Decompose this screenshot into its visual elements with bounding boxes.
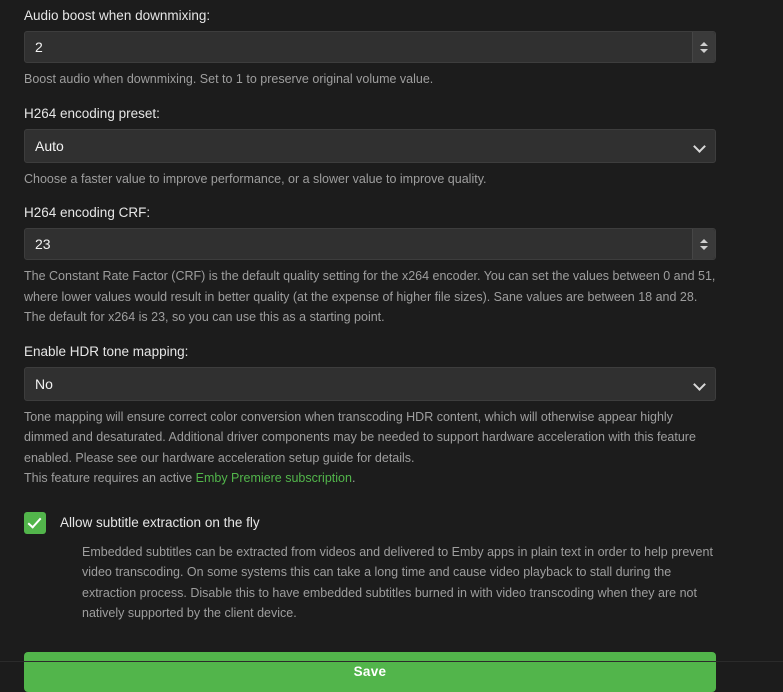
save-button[interactable]: Save	[24, 652, 716, 692]
bottom-divider	[0, 661, 783, 662]
field-group-h264-crf	[24, 205, 716, 328]
h264-crf-stepper[interactable]	[692, 229, 715, 259]
hdr-tone-mapping-label: Enable HDR tone mapping:	[24, 343, 189, 359]
stepper-down-icon[interactable]	[700, 246, 708, 250]
subtitle-extraction-row[interactable]	[24, 511, 716, 534]
audio-boost-help: Boost audio when downmixing. Set to 1 to preserve original volume value.	[24, 72, 434, 86]
audio-boost-label: Audio boost when downmixing:	[24, 8, 211, 23]
hdr-premiere-note	[24, 468, 716, 489]
stepper-down-icon[interactable]	[700, 49, 708, 53]
field-group-audio-boost	[24, 8, 716, 90]
h264-preset-select-wrap	[24, 129, 716, 163]
hdr-tone-mapping-help: Tone mapping will ensure correct color conversion when transcoding HDR content, which will otherwise appear highly dimmed and desaturated. Additional driver components may be needed to support hardware acceleration with this feature enabled. Please see our hardware acceleration setup guide for details.	[24, 409, 696, 465]
h264-crf-input-wrap	[24, 228, 716, 260]
hdr-tone-mapping-select[interactable]	[24, 367, 716, 401]
h264-preset-help: Choose a faster value to improve performance, or a slower value to improve quality.	[24, 171, 487, 186]
h264-preset-label: H264 encoding preset:	[24, 105, 160, 121]
emby-premiere-link[interactable]: Emby Premiere subscription	[195, 471, 352, 485]
premiere-note-suffix: .	[351, 471, 356, 485]
hdr-tone-mapping-select-wrap	[24, 367, 716, 401]
audio-boost-input-wrap	[24, 31, 716, 63]
h264-crf-input[interactable]	[24, 228, 716, 260]
stepper-up-icon[interactable]	[700, 239, 708, 243]
field-group-hdr-tone-mapping	[24, 344, 716, 489]
audio-boost-stepper[interactable]	[692, 32, 715, 62]
stepper-up-icon[interactable]	[700, 42, 708, 46]
audio-boost-input[interactable]	[24, 31, 716, 63]
h264-crf-label: H264 encoding CRF:	[24, 205, 151, 220]
subtitle-extraction-help: Embedded subtitles can be extracted from videos and delivered to Emby apps in plain text in order to help prevent video transcoding. On some systems this can take a long time and cause video playback to stall during the extraction process. Disable this to have embedded subtitles burned in with video transcoding when they are not natively supported by the client device.	[82, 544, 713, 620]
field-group-h264-preset	[24, 106, 716, 190]
h264-preset-select[interactable]	[24, 129, 716, 163]
premiere-note-prefix: This feature requires an active	[24, 471, 196, 485]
h264-crf-help: The Constant Rate Factor (CRF) is the default quality setting for the x264 encoder. You can set the values between 0 and 51, where lower values would result in better quality (at the expense of higher file sizes). Sane values are between 18 and 28. The default for x264 is 23, so you can use this as a starting point.	[24, 269, 716, 324]
subtitle-extraction-label: Allow subtitle extraction on the fly	[60, 514, 260, 530]
transcoding-settings-form	[24, 0, 716, 692]
subtitle-extraction-checkbox[interactable]	[24, 512, 46, 534]
